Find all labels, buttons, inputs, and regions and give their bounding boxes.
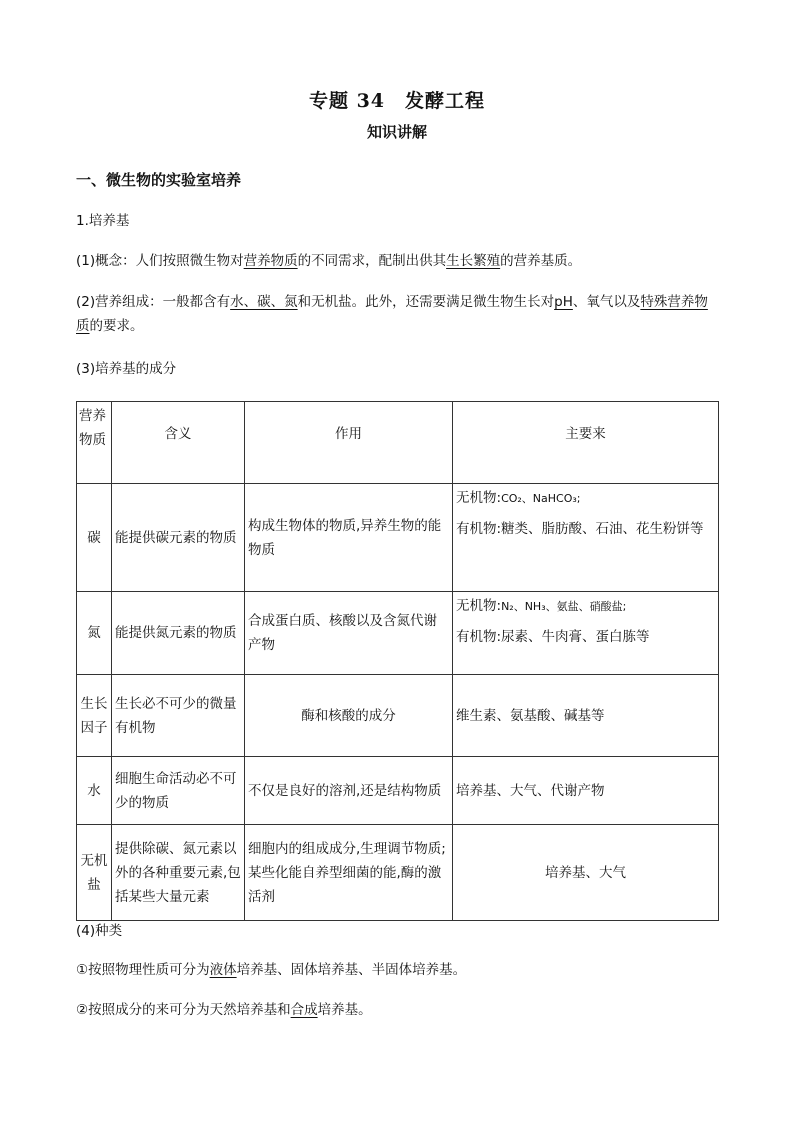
source-label: 无机物: (456, 490, 502, 506)
cell-meaning: 生长必不可少的微量有机物 (112, 675, 245, 757)
table-row (77, 592, 719, 675)
cell-source (453, 484, 719, 592)
source-value: CO₂、NaHCO₃; (501, 492, 581, 505)
table-caption: (3)培养基的成分 (76, 361, 177, 377)
cell-nutrient: 生长因子 (77, 675, 112, 757)
header-cell-role: 作用 (245, 402, 453, 484)
page-title: 专题 34 发酵工程 (308, 90, 486, 112)
underlined-term: 营养物质 (243, 253, 298, 269)
cell-source: 培养基、大气 (453, 825, 719, 921)
medium-components-table (76, 401, 719, 921)
table-row (77, 757, 719, 825)
cell-source: 维生素、氨基酸、碱基等 (453, 675, 719, 757)
source-inorganic (456, 486, 715, 511)
cell-role: 细胞内的组成成分,生理调节物质;某些化能自养型细菌的能,酶的激活剂 (245, 825, 453, 921)
page-subtitle: 知识讲解 (366, 123, 427, 141)
cell-source: 培养基、大气、代谢产物 (453, 757, 719, 825)
source-value: N₂、NH₃、氨盐、硝酸盐; (501, 600, 627, 613)
underlined-term: pH (554, 294, 573, 310)
source-inorganic (456, 594, 715, 619)
text-run: ②按照成分的来可分为天然培养基和 (76, 1002, 291, 1018)
text-run: ①按照物理性质可分为 (76, 962, 210, 978)
table-row (77, 675, 719, 757)
text-run: 培养基。 (317, 1002, 372, 1018)
cell-nutrient: 氮 (77, 592, 112, 675)
source-organic: 有机物:尿素、牛肉膏、蛋白胨等 (456, 629, 650, 645)
cell-nutrient: 水 (77, 757, 112, 825)
underlined-term: 特殊营养物质 (76, 294, 708, 334)
types-heading: (4)种类 (76, 923, 123, 939)
source-organic: 有机物:糖类、脂肪酸、石油、花生粉饼等 (456, 521, 704, 537)
cell-role: 构成生物体的物质,异养生物的能物质 (245, 484, 453, 592)
text-run: 的要求。 (89, 318, 144, 334)
cell-meaning: 能提供氮元素的物质 (112, 592, 245, 675)
underlined-term: 生长繁殖 (446, 253, 501, 269)
text-run: 和无机盐。此外，还需要满足微生物生长对 (297, 294, 555, 310)
cell-role: 酶和核酸的成分 (245, 675, 453, 757)
text-run: (2)营养组成：一般都含有 (76, 294, 231, 310)
underlined-term: 合成 (290, 1002, 318, 1018)
header-cell-source: 主要来 (453, 402, 719, 484)
table-row (77, 484, 719, 592)
text-run: 的不同需求，配制出供其 (297, 253, 447, 269)
text-run: 、氧气以及 (572, 294, 641, 310)
cell-meaning: 提供除碳、氮元素以外的各种重要元素,包括某些大量元素 (112, 825, 245, 921)
cell-role: 不仅是良好的溶剂,还是结构物质 (245, 757, 453, 825)
item-heading: 1.培养基 (76, 213, 130, 229)
cell-role: 合成蛋白质、核酸以及含氮代谢产物 (245, 592, 453, 675)
header-cell-meaning: 含义 (112, 402, 245, 484)
cell-nutrient: 无机盐 (77, 825, 112, 921)
cell-meaning: 能提供碳元素的物质 (112, 484, 245, 592)
source-label: 无机物: (456, 598, 502, 614)
section-heading: 一、微生物的实验室培养 (76, 171, 242, 189)
text-run: (1)概念：人们按照微生物对 (76, 253, 244, 269)
cell-meaning: 细胞生命活动必不可少的物质 (112, 757, 245, 825)
text-run: 培养基、固体培养基、半固体培养基。 (236, 962, 467, 978)
types-physical-paragraph (76, 958, 721, 982)
composition-paragraph (76, 290, 721, 338)
cell-nutrient: 碳 (77, 484, 112, 592)
cell-source (453, 592, 719, 675)
header-cell-nutrient: 营养物质 (77, 402, 112, 484)
text-run: 的营养基质。 (500, 253, 582, 269)
table-header-row (77, 402, 719, 484)
underlined-term: 水、碳、氮 (230, 294, 298, 310)
concept-paragraph (76, 249, 721, 273)
table-row (77, 825, 719, 921)
types-composition-paragraph (76, 998, 721, 1022)
underlined-term: 液体 (209, 962, 237, 978)
